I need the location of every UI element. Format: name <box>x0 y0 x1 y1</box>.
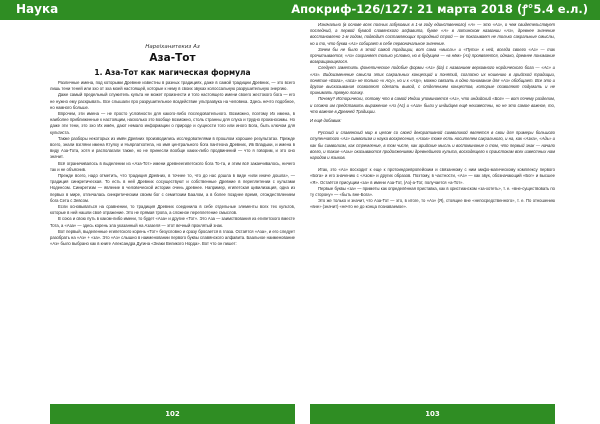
block-quote: Русский и славянский мир в целом со своей декоративной символикой является в свои для примеры большого ступенчатого «Аз» символизм и наука воскресения, «Азов» тоже есть носителем сакрального, и на, как «Азка», «Адь» и как бы символизм, как стремление, в том числе, как арийские мысль и воспоминание о том, что первый знак — начало всего, и такие «Азы» оказываются продолжениями древнейшего культа, восходящего к праистокам всех известных нам народов и языков. <box>310 130 555 161</box>
issue-info: Апокриф-126/127: 21 марта 2018 (ꝭ°5.4 е.л.) <box>291 2 588 16</box>
right-page-column <box>310 22 555 404</box>
paragraph: Если основываться на сравнении, то традиция Древних соединила в себе отдельные элементы всех тех культов, которые в ней нашли своё отражение. Это не прямая тропа, а сложное переплетение смыслов. <box>50 204 295 216</box>
paragraph: Итак, это «Аз» восходит к еще к протоиндоевропейским и связанному с ним мифо-магическому комплексу первого «Бога» и его значению с «Азом» и других образов. Поэтому, в частности, «Аз» — как звук, обозначающий «Бог» и высшее «Я». Остаётся присущим «за» в имени Аза-Тот, (Аз)-а-Тот, получается «а-Тот». <box>310 167 555 185</box>
paragraph: Даже самый предельный служитель культа не может произнести и того настоящего имени своего жестокого бога — его не нужно ему раскрывать. Все слышали про разрушительное воздействие ультразвука на человека. Здесь нечто подобное, но намного больше. <box>50 92 295 110</box>
article-title: Аза-Тот <box>149 52 196 64</box>
section-heading: 1. Аза-Тот как магическая формула <box>94 68 251 77</box>
paragraph: Всё ограничивалось в выделении из «Аза-Тот» имени древнеегипетского бога То-тa, и этим всё заканчивалось, ничего так и не объяснив. <box>50 160 295 172</box>
paragraph: Также разборы некоторых из имён Древних производились исследователями в прошлом хорошее результатах. Прежде всего, знали взгляни имена Ктулху и Ньярлатхотепа, но имя центрального бога пантеона Древних, Ив Владыки, и имена в виду Аза-Тота, хотя и располагали также, но не принесли вообще каких-либо продвинений — что я говорим, и это оно значит. <box>50 135 295 160</box>
footer <box>0 404 600 424</box>
article-author: Нареіханитекиз Аз <box>145 44 200 50</box>
header-bar <box>0 0 600 20</box>
quote-paragraph: Следует заметить фонетическое подобие формы «Аз» (йа) с названием верховного нордического бога — «Ас» и «Аз». Видоизменение смысла этих сакральных концепций и понятий, согласно их ношению в арийской традиции, понятие «Бога», «аса» не только «к Асу», но и к «Азу», можно связать в одно понимание для «Аз» обобщает. Все это и другие высказывания позволяют сделать вывод, с отделением концептов, которые позволяют подумать и не принимать прямую логику. <box>310 65 555 96</box>
section-title: Наука <box>16 2 59 16</box>
paragraph: Вот первый, выделенные египетского корень «Тот» безусловно и сразу бросается в глаза. Остаётся «Аза», и его следует разобрать на «Аз» + «за». Это «Аз» слышно в наименовании первого буквы славянского алфавита. Баальное наименование «Аз» было выбрано как в книге Александра Дугина «Знаки Великого Норда». Вот что он пишет: <box>50 228 295 247</box>
paragraph: Впрочем, эти имена — не просто условности для какого-либо последовательного. Возможно, поэтому Их имена, в наиболее приближенные к настоящим, насколько это вообще возможно, столь странны для слуха и трудно произносимы. Но даже эти тени, это эхо Их имён, дают немало информации о природе и сущности того или иного Бога, быть ключом для культиста. <box>50 111 295 135</box>
paragraph: Первые буквы «за» — приметы как определённая приставка, как в христианском «за-хотеть», т. е. «вне-существовать по ту сторону» — «быть вне-Бога». <box>310 185 555 198</box>
paragraph: В союз и свою путь в каком-либо имени, то будет «Аза» и другие «Тот». Это Аза — заимствования из египетского вместе Тота, а «Аза» — здесь корень зла указанный на Азазеля — этот вечный проклятый знак. <box>50 216 295 228</box>
lead-in: И ещё добавим: <box>310 118 342 124</box>
page-number-right: 103 <box>310 404 555 424</box>
quote-paragraph: Зачем бы не было в этой самой традиции, вот сама «мысль» и «Пути» к ней, всегда своего «Аз» — так прочитывается, «Аз» сохраняет только условно, но в будущем — «в нём» (Аз) проявляется, однако, древнее понимание возвращающегося. <box>310 46 555 65</box>
paragraph: Прежде всего, надо отметить, что традиция Древних, в точнее то, что до нас дошла в виде «или иначе дошла», — традиция синкретическая. То есть в ней Древних сосуществуют и собственные Древние в переплетении с культами Ноденсом. Синкретизм — явление в человеческой истории очень древнее. Например, египетская цивилизация, одна из первых в мире, отличалась синкретическим своим бог с семитским Баалом, а в более позднее время, отождествлением бога Сета с Зевсом. <box>50 173 295 203</box>
paragraph: Различные имена, под которыми Древние известны в разных традициях, даже в самой традиции Древних, — это всего лишь тени теней или эхо от эха моей настоящей, которые к нему в своих звуках колоссальную разрушительную энергию. <box>50 80 295 92</box>
page-number-left: 102 <box>50 404 295 424</box>
left-page-column <box>50 44 295 404</box>
quote-paragraph: Почему? Исторически, потому что в самой Индии упоминается «Аз», что индийский «Бог» — вот почему разделим, и сложно им представить выражение «Аз (Ас) и «Аза» были у индийцев ещё неизвестны, но не это самое важное, то, что важное в Древней Традиции. <box>310 96 555 114</box>
quote-paragraph: Изначально (в основе всех полных азбуковых в 1-м году единственного) «А» — это «Аз», о чем свидетельствует последний, а первой буквой славянского алфавита, букве «А» в латинском названии «Аз», древнее значение восстановлено 1-м годом, подводит составляющих природный строй — он показывает не только сакральные смыслы, но и то, что буква «Аз» собирает в себе первоначальное значение. <box>310 22 555 46</box>
paragraph: Это же только и значит, что Аза-Тот — это, в итоге, то «Аз» (Я), стоящее вне «непосредственного», т. е. По отношению «вне» (значит) «нечто не до конца познаваемое». <box>310 198 555 210</box>
